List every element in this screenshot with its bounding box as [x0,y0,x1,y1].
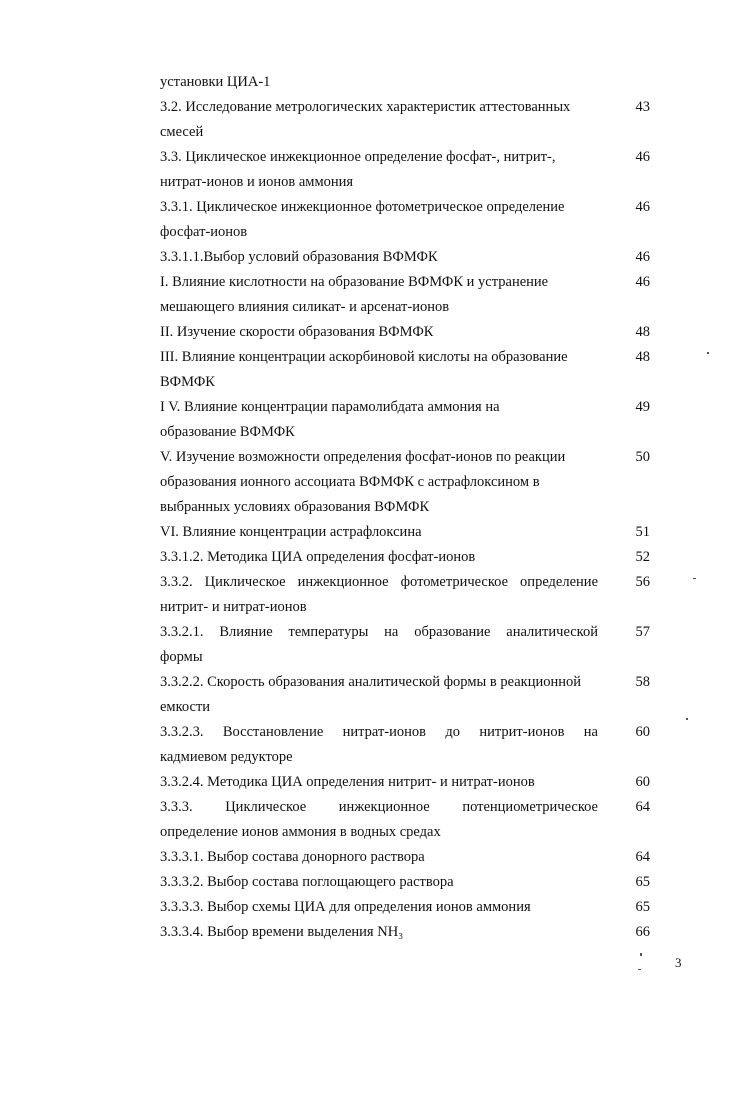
toc-entry-text: емкости [160,699,211,715]
toc-entry-page: 46 [635,249,650,265]
toc-line [160,320,650,345]
toc-line [160,745,650,770]
toc-entry-text: образование ВФМФК [160,424,295,440]
toc-entry-text: 3.3.2.4. Методика ЦИА определения нитрит- и нитрат-ионов [160,774,535,790]
toc-line [160,520,650,545]
toc-line [160,295,650,320]
toc-entry-text: 3.3.1.2. Методика ЦИА определения фосфат-ионов [160,549,476,565]
toc-entry-text: 3.3.1. Циклическое инжекционное фотометрическое определение [160,199,565,215]
toc-entry-page: 51 [635,524,650,540]
toc-line [160,170,650,195]
toc-entry-page: 64 [635,799,650,815]
toc-entry-page: 56 [635,574,650,590]
toc-entry-page: 49 [635,399,650,415]
toc-line [160,845,650,870]
toc-entry-page: 48 [635,349,650,365]
toc-entry-text: образования ионного ассоциата ВФМФК с астрафлоксином в [160,474,540,490]
toc-entry-text: нитрат-ионов и ионов аммония [160,174,354,190]
toc-entry-text: 3.3.3.1. Выбор состава донорного раствора [160,849,425,865]
toc-entry-text: 3.3.3.3. Выбор схемы ЦИА для определения ионов аммония [160,899,531,915]
toc-entry-page: 46 [635,199,650,215]
toc-entry-page: 65 [635,874,650,890]
toc-entry-text: 3.3.2. Циклическое инжекционное фотометрическое определение [160,574,598,590]
toc-entry-text: III. Влияние концентрации аскорбиновой кислоты на образование [160,349,568,365]
toc-entry-text: определение ионов аммония в водных средах [160,824,441,840]
toc-entry-text: фосфат-ионов [160,224,248,240]
scan-speck [686,718,688,720]
toc-line [160,820,650,845]
toc-line [160,95,650,120]
toc-entry-text: I V. Влияние концентрации парамолибдата аммония на [160,399,500,415]
toc-entry-page: 52 [635,549,650,565]
toc-line [160,145,650,170]
toc-line [160,470,650,495]
page-number: 3 [675,955,682,970]
toc-entry-text: I. Влияние кислотности на образование ВФМФК и устранение [160,274,549,290]
toc-entry-page: 60 [635,724,650,740]
toc-line [160,670,650,695]
toc-line [160,245,650,270]
toc-line [160,70,650,95]
toc-line [160,770,650,795]
toc-entry-page: 64 [635,849,650,865]
toc-entry-text: 3.3. Циклическое инжекционное определение фосфат-, нитрит-, [160,149,556,165]
toc-line [160,870,650,895]
toc-entry-text: 3.3.2.2. Скорость образования аналитической формы в реакционной [160,674,581,690]
toc-line [160,895,650,920]
toc-line [160,570,650,595]
toc-line [160,345,650,370]
toc-entry-page: 65 [635,899,650,915]
toc-line [160,370,650,395]
scan-speck [638,969,641,970]
toc-entry-page: 58 [635,674,650,690]
toc-entry-text: 3.3.3.2. Выбор состава поглощающего раствора [160,874,454,890]
toc-line [160,420,650,445]
toc-entry-text: V. Изучение возможности определения фосфат-ионов по реакции [160,449,566,465]
toc-line [160,620,650,645]
toc-line [160,595,650,620]
scan-speck [693,578,696,579]
toc-entry-text: смесей [160,124,204,140]
toc-entry-text: установки ЦИА-1 [160,74,271,90]
toc-line [160,695,650,720]
toc-entry-text: VI. Влияние концентрации астрафлоксина [160,524,422,540]
toc-entry-text: 3.3.1.1.Выбор условий образования ВФМФК [160,249,438,265]
toc-entry-text: II. Изучение скорости образования ВФМФК [160,324,434,340]
toc-entry-text: 3.3.3. Циклическое инжекционное потенциометрическое [160,799,598,815]
toc-entry-text: мешающего влияния силикат- и арсенат-ионов [160,299,450,315]
table-of-contents [160,70,650,945]
toc-entry-text: 3.3.2.3. Восстановление нитрат-ионов до нитрит-ионов на [160,724,598,740]
toc-entry-text: кадмиевом редукторе [160,749,293,765]
toc-line [160,220,650,245]
scan-speck [640,953,642,956]
toc-entry-page: 46 [635,149,650,165]
toc-entry-page: 48 [635,324,650,340]
toc-line [160,270,650,295]
toc-line [160,545,650,570]
toc-line [160,195,650,220]
toc-line [160,720,650,745]
toc-entry-page: 43 [635,99,650,115]
toc-entry-text: 3.2. Исследование метрологических характеристик аттестованных [160,99,571,115]
toc-line [160,120,650,145]
toc-entry-text: формы [160,649,203,665]
toc-entry-page: 50 [635,449,650,465]
toc-entry-page: 66 [635,924,650,940]
toc-line [160,445,650,470]
toc-entry-page: 57 [635,624,650,640]
toc-line [160,795,650,820]
toc-entry-text: нитрит- и нитрат-ионов [160,599,307,615]
toc-line [160,645,650,670]
toc-line [160,920,650,945]
toc-entry-page: 46 [635,274,650,290]
toc-line [160,395,650,420]
toc-entry-text: ВФМФК [160,374,215,390]
toc-entry-page: 60 [635,774,650,790]
toc-entry-text: 3.3.2.1. Влияние температуры на образование аналитической [160,624,598,640]
scan-speck [707,352,709,354]
toc-line [160,495,650,520]
toc-entry-text: 3.3.3.4. Выбор времени выделения NH₃ [160,924,404,940]
toc-entry-text: выбранных условиях образования ВФМФК [160,499,430,515]
